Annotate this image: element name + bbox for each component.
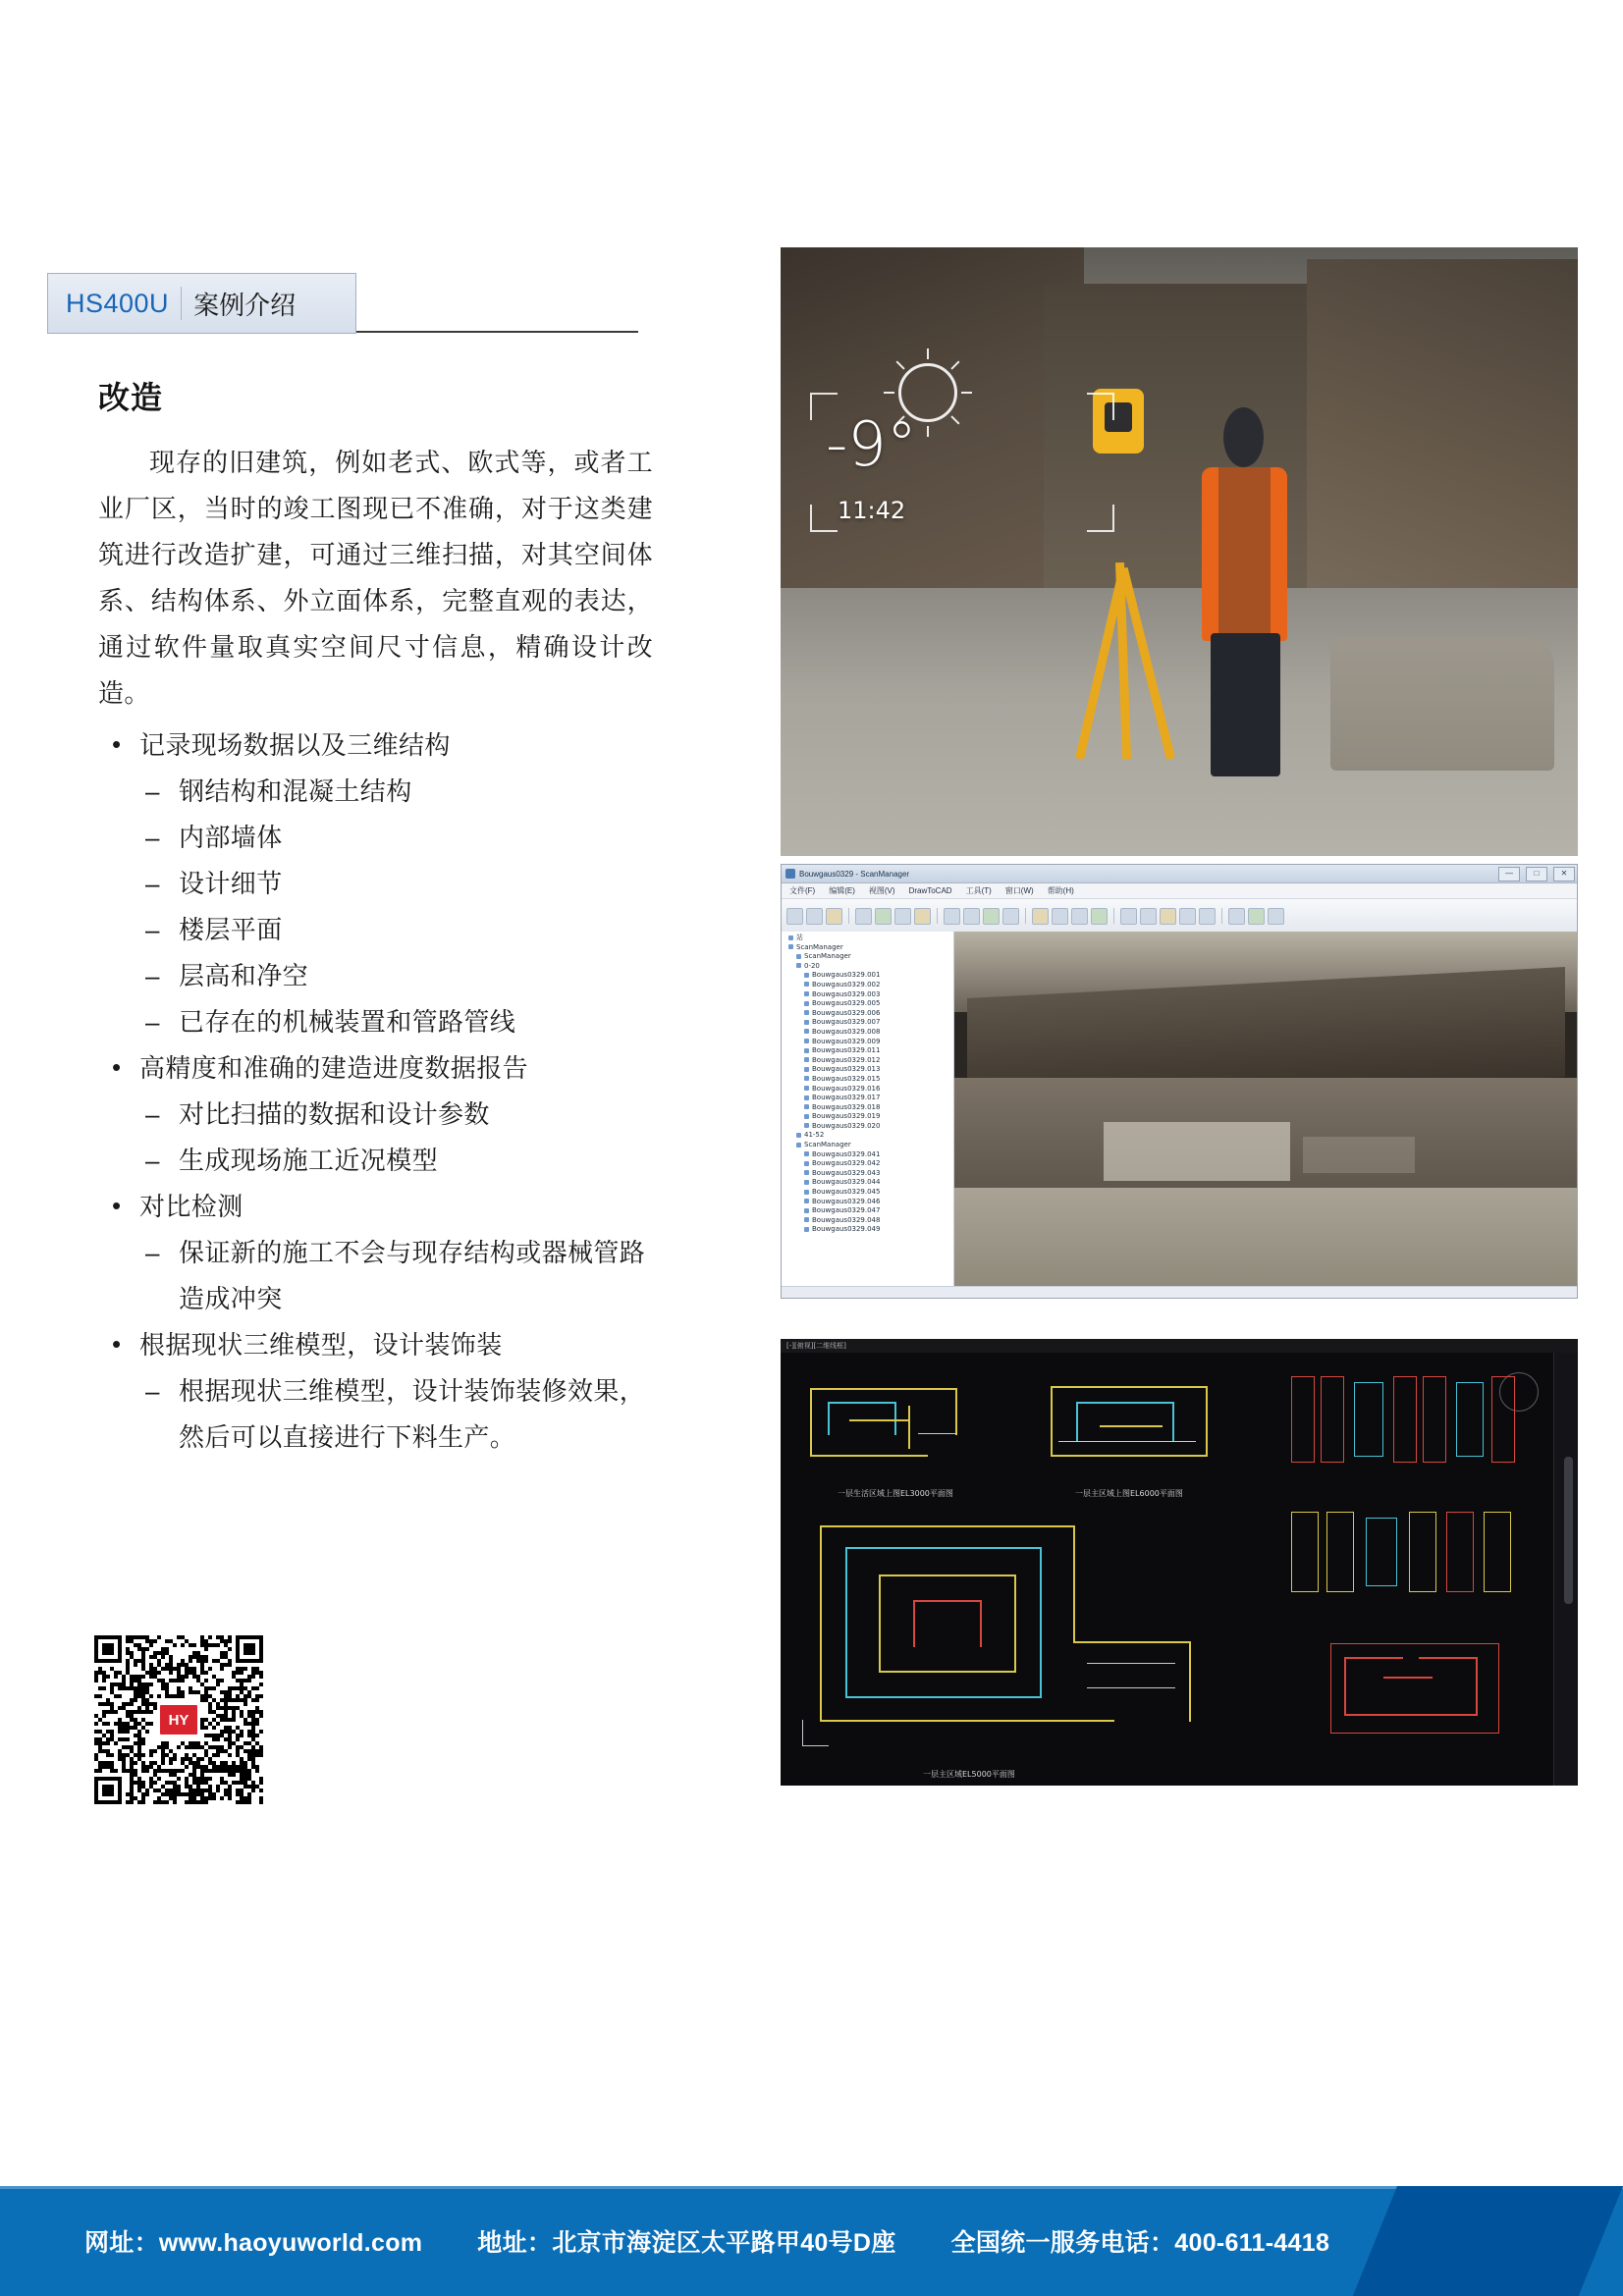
tree-node-label: Bouwgaus0329.020 — [812, 1121, 881, 1130]
toolbar-button[interactable] — [1228, 908, 1245, 925]
footer-accent-shape — [1353, 2186, 1623, 2296]
footer-content — [84, 2186, 1329, 2296]
product-model-label: HS400U — [66, 288, 170, 318]
tree-node-icon — [796, 1133, 801, 1138]
tree-node-label: Bouwgaus0329.045 — [812, 1188, 881, 1197]
tree-node-label: Bouwgaus0329.017 — [812, 1094, 881, 1102]
tree-node-label: Bouwgaus0329.002 — [812, 980, 881, 988]
elevation-cluster-top — [1291, 1368, 1527, 1486]
time-value: 11:42 — [838, 497, 906, 524]
tree-node[interactable] — [784, 1065, 953, 1075]
overlay-bracket — [1087, 393, 1114, 420]
list-item: – 对比扫描的数据和设计参数 — [98, 1092, 653, 1138]
article-body — [98, 373, 653, 1461]
tree-node-label: Bouwgaus0329.005 — [812, 999, 881, 1008]
list-item: – 根据现状三维模型，设计装饰装修效果，然后可以直接进行下料生产。 — [98, 1368, 653, 1461]
tree-node-label: Bouwgaus0329.013 — [812, 1065, 881, 1074]
tree-node-icon — [804, 1029, 809, 1034]
footer — [0, 2186, 1623, 2296]
toolbar — [782, 899, 1577, 934]
menu-item-edit[interactable]: 编辑(E) — [829, 886, 855, 895]
list-item: – 生成现场施工近况模型 — [98, 1138, 653, 1184]
header-rule — [356, 331, 638, 333]
tree-node[interactable] — [784, 971, 953, 981]
tree-node[interactable] — [784, 1150, 953, 1160]
viewport-structure — [1104, 1122, 1290, 1181]
tree-node[interactable] — [784, 1169, 953, 1179]
tree-node-label: Bouwgaus0329.006 — [812, 1008, 881, 1017]
tree-node-label: Bouwgaus0329.047 — [812, 1206, 881, 1215]
floor-plan-main — [820, 1525, 1154, 1751]
field-operator — [1187, 400, 1307, 776]
tree-node-label: Bouwgaus0329.003 — [812, 989, 881, 998]
toolbar-button[interactable] — [944, 908, 960, 925]
operator-head — [1223, 407, 1264, 468]
tree-node-label: Bouwgaus0329.049 — [812, 1225, 881, 1234]
tree-node[interactable] — [784, 1216, 953, 1226]
tree-node-icon — [804, 1001, 809, 1006]
menu-item-drawtocad[interactable]: DrawToCAD — [908, 886, 952, 895]
sub-list — [98, 1230, 653, 1322]
tree-node-icon — [804, 1067, 809, 1072]
tree-node[interactable] — [784, 1122, 953, 1132]
tree-node[interactable] — [784, 1094, 953, 1103]
tree-node-icon — [804, 1104, 809, 1109]
tree-node-label: ScanManager — [804, 1141, 851, 1149]
toolbar-button[interactable] — [1002, 908, 1019, 925]
tree-node-icon — [804, 1048, 809, 1053]
list-item: – 楼层平面 — [98, 907, 653, 953]
operator-legs — [1211, 633, 1280, 776]
tree-node[interactable] — [784, 1028, 953, 1038]
tree-node[interactable] — [784, 1009, 953, 1019]
tree-node-icon — [804, 1180, 809, 1185]
header-badge — [47, 273, 356, 334]
footer-address-label: 地址： — [477, 2229, 553, 2257]
tree-node[interactable] — [784, 1056, 953, 1066]
tree-node-label: ScanManager — [804, 952, 851, 961]
toolbar-button[interactable] — [1091, 908, 1108, 925]
footer-website — [84, 2223, 422, 2259]
tree-node-label: Bouwgaus0329.001 — [812, 971, 881, 980]
tree-node-icon — [804, 1076, 809, 1081]
tree-node-label: Bouwgaus0329.018 — [812, 1102, 881, 1111]
tree-node-icon — [804, 1123, 809, 1128]
page-title: 改造 — [98, 380, 164, 415]
list-item: • 记录现场数据以及三维结构 — [98, 722, 653, 769]
tree-node[interactable] — [784, 962, 953, 972]
toolbar-button[interactable] — [855, 908, 872, 925]
tree-node-icon — [804, 1227, 809, 1232]
tree-node-label: Bouwgaus0329.008 — [812, 1027, 881, 1036]
tree-node-icon — [804, 982, 809, 987]
tree-node[interactable] — [784, 1159, 953, 1169]
tree-node-icon — [804, 973, 809, 978]
list-item: – 钢结构和混凝土结构 — [98, 769, 653, 815]
tree-node-label: Bouwgaus0329.007 — [812, 1018, 881, 1027]
toolbar-button[interactable] — [1248, 908, 1265, 925]
tree-node-label: Bouwgaus0329.048 — [812, 1215, 881, 1224]
close-button[interactable]: ✕ — [1553, 867, 1575, 881]
qr-center-logo: HY — [157, 1702, 200, 1737]
operator-vest — [1202, 467, 1288, 641]
toolbar-button[interactable] — [1140, 908, 1157, 925]
tree-node[interactable] — [784, 1112, 953, 1122]
menu-item-file[interactable]: 文件(F) — [789, 886, 816, 895]
header-divider — [181, 287, 182, 320]
toolbar-button[interactable] — [1071, 908, 1088, 925]
menu-bar — [782, 883, 1577, 899]
tree-node-icon — [804, 1086, 809, 1091]
toolbar-button[interactable] — [983, 908, 1000, 925]
tree-node-label: Bouwgaus0329.015 — [812, 1074, 881, 1083]
app-icon — [785, 869, 795, 879]
tree-node[interactable] — [784, 1103, 953, 1113]
tree-node[interactable] — [784, 999, 953, 1009]
list-item: – 保证新的施工不会与现存结构或器械管路造成冲突 — [98, 1230, 653, 1322]
tree-node-icon — [804, 1190, 809, 1195]
tree-node-label: Bouwgaus0329.016 — [812, 1084, 881, 1093]
sub-list — [98, 1368, 653, 1461]
tree-node-label: 41-52 — [804, 1131, 825, 1140]
tree-node-label: Bouwgaus0329.012 — [812, 1055, 881, 1064]
floor-plan-b — [1051, 1376, 1237, 1474]
window-title: Bouwgaus0329 - ScanManager — [799, 869, 910, 879]
tree-node-label: Bouwgaus0329.011 — [812, 1046, 881, 1055]
feature-list — [98, 722, 653, 1461]
toolbar-button[interactable] — [894, 908, 911, 925]
tree-node-icon — [804, 1208, 809, 1213]
tree-node-icon — [788, 944, 793, 949]
tree-node[interactable] — [784, 1188, 953, 1198]
tree-node[interactable] — [784, 1178, 953, 1188]
window-titlebar — [782, 865, 1577, 883]
tree-node-label: Bouwgaus0329.042 — [812, 1159, 881, 1168]
tree-node-icon — [804, 1057, 809, 1062]
toolbar-button[interactable] — [875, 908, 892, 925]
cad-drawing-window — [781, 1339, 1578, 1786]
tree-node-icon — [804, 1199, 809, 1203]
viewport-structure — [1303, 1137, 1415, 1173]
maximize-button[interactable]: □ — [1526, 867, 1547, 881]
weather-overlay — [826, 408, 917, 524]
tree-node-label: ScanManager — [796, 942, 843, 951]
menu-item-view[interactable]: 视图(V) — [868, 886, 895, 895]
tree-node[interactable] — [784, 1206, 953, 1216]
footer-address — [477, 2223, 895, 2259]
tree-node-icon — [804, 1170, 809, 1175]
header-subtitle: 案例介绍 — [193, 290, 297, 320]
list-item: – 层高和净空 — [98, 953, 653, 999]
status-bar — [782, 1286, 1577, 1298]
tree-node[interactable] — [784, 1075, 953, 1085]
toolbar-button[interactable] — [1199, 908, 1216, 925]
sub-list — [98, 769, 653, 1045]
tree-node[interactable] — [784, 1085, 953, 1095]
cad-viewport-label: [-][俯视][二维线框] — [781, 1339, 1578, 1353]
list-item: • 根据现状三维模型，设计装饰装 — [98, 1322, 653, 1368]
scanmanager-window — [781, 864, 1578, 1299]
tree-node-icon — [804, 1151, 809, 1156]
toolbar-button[interactable] — [1268, 908, 1284, 925]
tree-node-icon — [796, 1143, 801, 1148]
temperature-value: -9° — [826, 408, 917, 480]
tree-node-icon — [804, 1217, 809, 1222]
tree-node[interactable] — [784, 934, 953, 943]
footer-hotline-label: 全国统一服务电话： — [950, 2229, 1175, 2257]
pointcloud-viewport[interactable] — [954, 932, 1577, 1298]
tree-node-icon — [804, 1020, 809, 1025]
tree-node-label: Bouwgaus0329.046 — [812, 1197, 881, 1205]
sub-list — [98, 1092, 653, 1184]
tree-node-label: Bouwgaus0329.044 — [812, 1178, 881, 1187]
toolbar-button[interactable] — [1179, 908, 1196, 925]
elevation-cluster-mid — [1291, 1506, 1527, 1614]
tree-node-label: 站 — [796, 934, 803, 941]
tree-node[interactable] — [784, 1038, 953, 1047]
viewport-courtyard — [954, 1188, 1577, 1298]
tree-node[interactable] — [784, 943, 953, 953]
toolbar-button[interactable] — [963, 908, 980, 925]
tree-node[interactable] — [784, 1018, 953, 1028]
tree-node-icon — [796, 963, 801, 968]
footer-address-value: 北京市海淀区太平路甲40号D座 — [552, 2229, 896, 2257]
plan-caption-main: 一层主区域EL5000平面图 — [923, 1770, 1015, 1779]
toolbar-button[interactable] — [914, 908, 931, 925]
menu-item-help[interactable]: 帮助(H) — [1047, 886, 1074, 895]
tree-node-label: Bouwgaus0329.019 — [812, 1112, 881, 1121]
footer-website-label: 网址： — [84, 2229, 159, 2257]
plan-caption-a: 一层生活区域上图EL3000平面图 — [838, 1489, 953, 1498]
tree-node[interactable] — [784, 1198, 953, 1207]
tree-node[interactable] — [784, 1141, 953, 1150]
tree-node-icon — [804, 1114, 809, 1119]
qr-code — [94, 1635, 263, 1804]
tree-node-label: Bouwgaus0329.009 — [812, 1037, 881, 1045]
toolbar-button[interactable] — [1160, 908, 1176, 925]
menu-item-tools[interactable]: 工具(T) — [965, 886, 992, 895]
list-item: • 对比检测 — [98, 1184, 653, 1230]
footer-website-value[interactable]: www.haoyuworld.com — [158, 2229, 423, 2257]
toolbar-button[interactable] — [1120, 908, 1137, 925]
toolbar-button[interactable] — [1032, 908, 1049, 925]
tree-node-icon — [804, 1095, 809, 1100]
list-item: • 高精度和准确的建造进度数据报告 — [98, 1045, 653, 1092]
list-item: – 设计细节 — [98, 861, 653, 907]
tree-node[interactable] — [784, 990, 953, 1000]
toolbar-button[interactable] — [826, 908, 842, 925]
toolbar-button[interactable] — [786, 908, 803, 925]
tree-node[interactable] — [784, 1046, 953, 1056]
tree-node-icon — [804, 1010, 809, 1015]
footer-hotline — [951, 2223, 1330, 2259]
scan-tree-panel[interactable] — [782, 932, 954, 1298]
floor-plan-a — [810, 1376, 997, 1474]
detail-block — [1330, 1643, 1497, 1732]
tree-node-icon — [788, 935, 793, 940]
footer-hotline-value: 400-611-4418 — [1174, 2229, 1330, 2257]
tree-node[interactable] — [784, 981, 953, 990]
tree-node-icon — [796, 954, 801, 959]
tree-node-icon — [804, 1161, 809, 1166]
intro-paragraph: 现存的旧建筑，例如老式、欧式等，或者工业厂区，当时的竣工图现已不准确，对于这类建筑进行改造扩建，可通过三维扫描，对其空间体系、结构体系、外立面体系，完整直观的表达，通过软件量取真实空间尺寸信息，精确设计改造。 — [98, 448, 653, 708]
toolbar-button[interactable] — [806, 908, 823, 925]
cad-scrollbar[interactable] — [1564, 1457, 1573, 1604]
photo-debris — [1330, 637, 1553, 771]
overlay-bracket — [1087, 505, 1114, 532]
window-body — [782, 932, 1577, 1298]
tree-node-label: Bouwgaus0329.043 — [812, 1168, 881, 1177]
tree-node-icon — [804, 1039, 809, 1043]
tree-node-icon — [804, 991, 809, 996]
toolbar-button[interactable] — [1052, 908, 1068, 925]
tree-node-label: Bouwgaus0329.041 — [812, 1149, 881, 1158]
list-item: – 已存在的机械装置和管路管线 — [98, 999, 653, 1045]
minimize-button[interactable]: — — [1498, 867, 1520, 881]
plan-caption-b: 一层主区域上图EL6000平面图 — [1075, 1489, 1183, 1498]
tree-node-label: 0-20 — [804, 961, 820, 970]
tree-node[interactable] — [784, 1131, 953, 1141]
site-photo — [781, 247, 1578, 856]
tree-node[interactable] — [784, 1225, 953, 1235]
menu-item-window[interactable]: 窗口(W) — [1004, 886, 1034, 895]
list-item: – 内部墙体 — [98, 815, 653, 861]
tree-node[interactable] — [784, 952, 953, 962]
